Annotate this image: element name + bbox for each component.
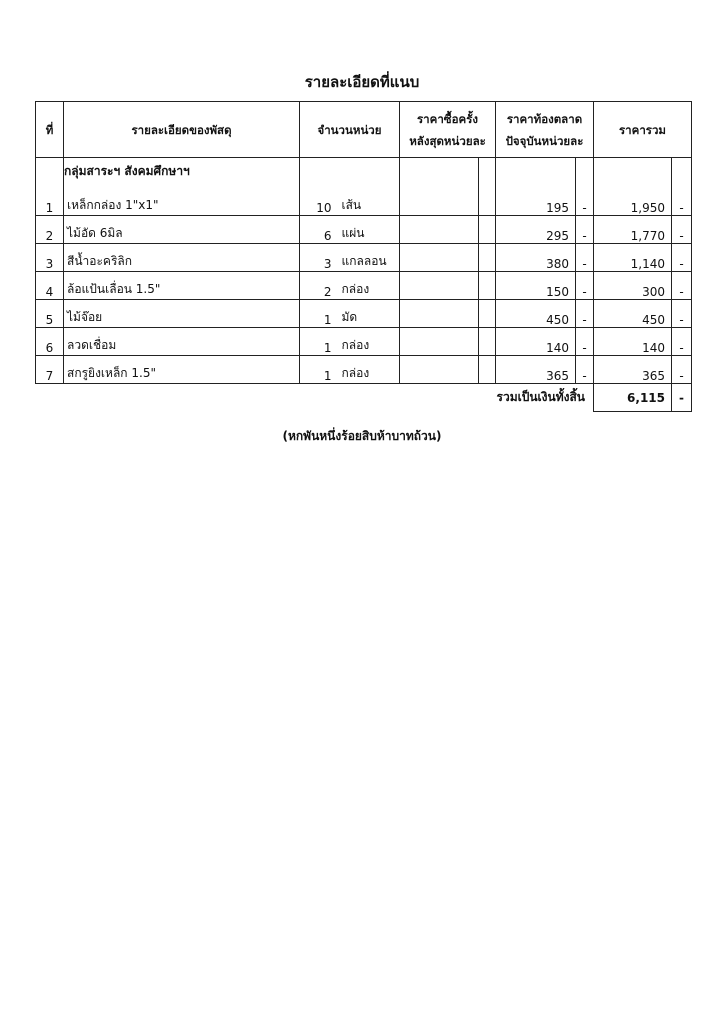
item-total-suffix: - <box>672 216 692 244</box>
item-unit-price-suffix: - <box>576 300 594 328</box>
item-last-price <box>400 328 479 356</box>
item-qty: 1 <box>300 356 338 384</box>
item-last-price <box>400 272 479 300</box>
item-unit: แกลลอน <box>338 244 400 272</box>
table-row <box>36 272 692 300</box>
grand-total-value: 6,115 <box>594 384 672 412</box>
col-header-last-price-line2: หลังสุดหน่วยละ <box>409 133 486 148</box>
table-row <box>36 186 692 216</box>
grand-total-suffix: - <box>672 384 692 412</box>
item-no: 7 <box>36 356 64 384</box>
table-row <box>36 356 692 384</box>
item-unit: กล่อง <box>338 328 400 356</box>
table-row <box>36 300 692 328</box>
item-total: 450 <box>594 300 672 328</box>
item-unit: แผ่น <box>338 216 400 244</box>
item-total-suffix: - <box>672 300 692 328</box>
col-header-total: ราคารวม <box>594 102 692 158</box>
item-total: 365 <box>594 356 672 384</box>
item-total-suffix: - <box>672 244 692 272</box>
item-unit-price-suffix: - <box>576 216 594 244</box>
item-no: 5 <box>36 300 64 328</box>
item-no: 4 <box>36 272 64 300</box>
item-no: 3 <box>36 244 64 272</box>
item-total-suffix: - <box>672 272 692 300</box>
item-unit-price-suffix: - <box>576 244 594 272</box>
item-qty: 10 <box>300 186 338 216</box>
item-unit-price: 195 <box>496 186 576 216</box>
grand-total-row <box>36 384 692 412</box>
item-description: ไม้จ๊อย <box>64 300 300 328</box>
table-row <box>36 216 692 244</box>
item-total: 1,950 <box>594 186 672 216</box>
item-unit: มัด <box>338 300 400 328</box>
item-last-price <box>400 186 479 216</box>
document-title: รายละเอียดที่แนบ <box>304 73 420 91</box>
col-header-description: รายละเอียดของพัสดุ <box>64 102 300 158</box>
col-header-no: ที่ <box>36 102 64 158</box>
item-unit: เส้น <box>338 186 400 216</box>
table-row <box>36 328 692 356</box>
item-unit-price: 450 <box>496 300 576 328</box>
item-qty: 6 <box>300 216 338 244</box>
group-name: กลุ่มสาระฯ สังคมศึกษาฯ <box>64 158 300 186</box>
item-unit-price-suffix: - <box>576 356 594 384</box>
item-qty: 2 <box>300 272 338 300</box>
item-qty: 3 <box>300 244 338 272</box>
item-unit-price: 140 <box>496 328 576 356</box>
item-description: สีน้ำอะคริลิก <box>64 244 300 272</box>
item-last-price <box>400 244 479 272</box>
table-row <box>36 244 692 272</box>
col-header-last-price-line1: ราคาซื้อครั้ง <box>417 111 478 126</box>
item-unit-price: 295 <box>496 216 576 244</box>
item-description: สกรูยิงเหล็ก 1.5" <box>64 356 300 384</box>
item-unit-price-suffix: - <box>576 328 594 356</box>
item-unit-price: 365 <box>496 356 576 384</box>
item-description: เหล็กกล่อง 1"x1" <box>64 186 300 216</box>
item-description: ลวดเชื่อม <box>64 328 300 356</box>
col-header-market-price-line2: ปัจจุบันหน่วยละ <box>505 133 584 148</box>
item-description: ไม้อัด 6มิล <box>64 216 300 244</box>
col-header-market-price-line1: ราคาท้องตลาด <box>506 111 583 126</box>
items-table <box>35 101 692 412</box>
group-row <box>36 158 692 186</box>
item-last-price <box>400 356 479 384</box>
header-row <box>36 102 692 158</box>
item-total: 1,770 <box>594 216 672 244</box>
item-total-suffix: - <box>672 356 692 384</box>
item-total-suffix: - <box>672 186 692 216</box>
grand-total-label: รวมเป็นเงินทั้งสิ้น <box>400 384 594 412</box>
item-qty: 1 <box>300 328 338 356</box>
item-unit-price: 380 <box>496 244 576 272</box>
item-last-price <box>400 300 479 328</box>
item-unit: กล่อง <box>338 356 400 384</box>
item-total: 1,140 <box>594 244 672 272</box>
item-total: 140 <box>594 328 672 356</box>
amount-in-words: (หกพันหนึ่งร้อยสิบห้าบาทถ้วน) <box>282 429 442 443</box>
col-header-market-price <box>496 102 594 158</box>
item-unit-price-suffix: - <box>576 186 594 216</box>
item-qty: 1 <box>300 300 338 328</box>
item-unit-price: 150 <box>496 272 576 300</box>
item-last-price <box>400 216 479 244</box>
col-header-last-price <box>400 102 496 158</box>
item-total: 300 <box>594 272 672 300</box>
item-no: 2 <box>36 216 64 244</box>
col-header-quantity-unit: จำนวนหน่วย <box>300 102 400 158</box>
item-description: ล้อแป้นเลื่อน 1.5" <box>64 272 300 300</box>
item-no: 1 <box>36 186 64 216</box>
item-unit-price-suffix: - <box>576 272 594 300</box>
item-total-suffix: - <box>672 328 692 356</box>
item-no: 6 <box>36 328 64 356</box>
item-unit: กล่อง <box>338 272 400 300</box>
